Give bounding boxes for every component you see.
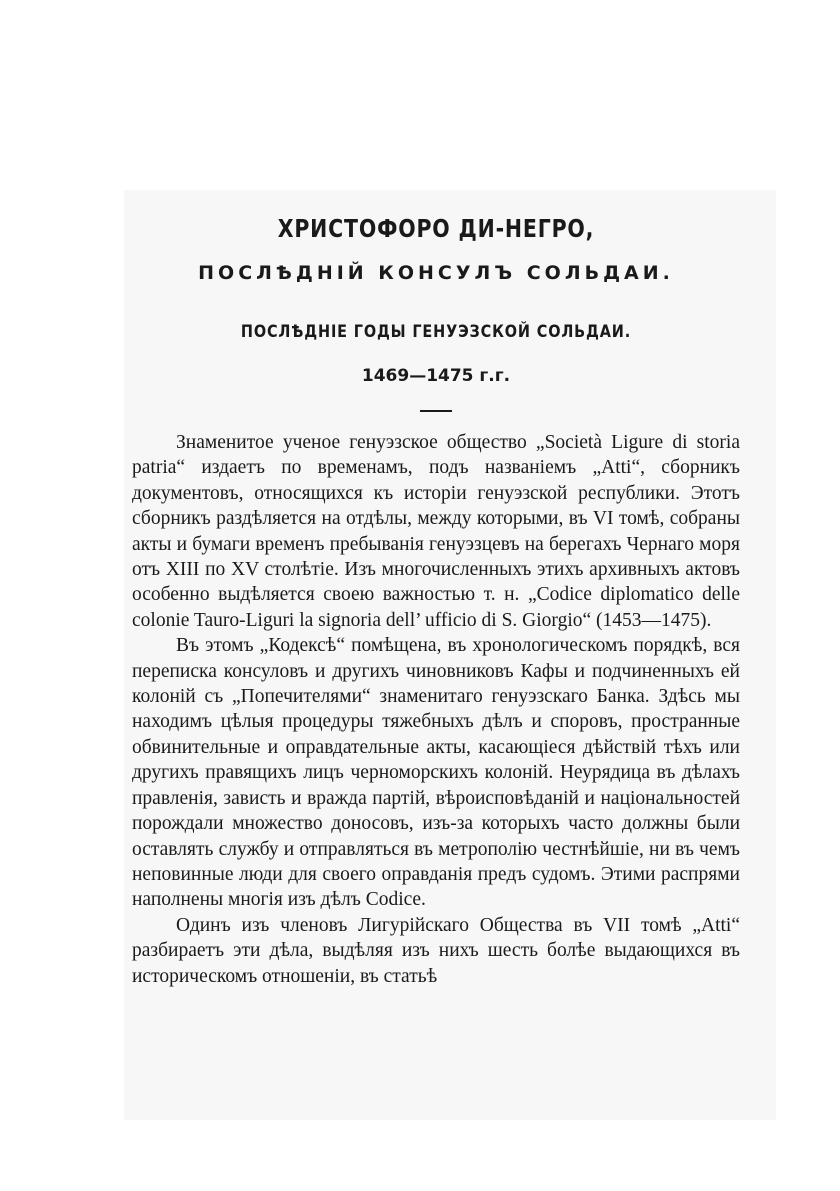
section-years: 1469—1475 г.г. (361, 366, 511, 386)
paragraph: Знаменитое ученое генуэзское общество „Società Ligure di storia patria“ издаетъ по временамъ, подъ названіемъ „Atti“, сборникъ документовъ, относящихся къ исторіи генуэзской республики. Этотъ сборникъ раздѣляется на отдѣлы, между которыми, въ VI томѣ, собраны акты и бумаги временъ пребыванія генуэзцевъ на берегахъ Чернаго моря отъ XIII по XV столѣтіе. Изъ многочисленныхъ этихъ архивныхъ актовъ особенно выдѣляется своею важностью т. н. „Codice diplomatico delle colonie Tauro-Liguri la signoria dell’ ufficio di S. Giorgio“ (1453—1475). (132, 432, 740, 631)
body-text (132, 430, 740, 989)
section-heading: ПОСЛѢДНІЕ ГОДЫ ГЕНУЭЗСКОЙ СОЛЬДАИ. (240, 322, 632, 342)
paragraph: Одинъ изъ членовъ Лигурійскаго Общества въ VII томѣ „Atti“ разбираетъ эти дѣла, выдѣляя изъ нихъ шесть болѣе выдающихся въ историческомъ отношеніи, въ статьѣ (132, 914, 740, 987)
document-subtitle: ПОСЛѢДНІЙ КОНСУЛЪ СОЛЬДАИ. (198, 262, 674, 284)
document-content (132, 212, 740, 989)
divider-rule (420, 410, 452, 412)
paragraph: Въ этомъ „Кодексѣ“ помѣщена, въ хронологическомъ порядкѣ, вся переписка консуловъ и другихъ чиновниковъ Кафы и подчиненныхъ ей колоній съ „Попечителями“ знаменитаго генуэзскаго Банка. Здѣсь мы находимъ цѣлыя процедуры тяжебныхъ дѣлъ и споровъ, пространные обвинительные и оправдательные акты, касающіеся дѣйствій тѣхъ или другихъ правящихъ лицъ черноморскихъ колоній. Неурядица въ дѣлахъ правленія, зависть и вражда партій, вѣроисповѣданій и національностей порождали множество доносовъ, изъ-за которыхъ часто должны были оставлять службу и отправляться въ метрополію честнѣйшіе, ни въ чемъ неповинные люди для своего оправданія предъ судомъ. Этими распрями наполнены многія изъ дѣлъ Codice. (132, 635, 740, 911)
document-title: ХРИСТОФОРО ДИ-НЕГРО, (277, 214, 595, 243)
